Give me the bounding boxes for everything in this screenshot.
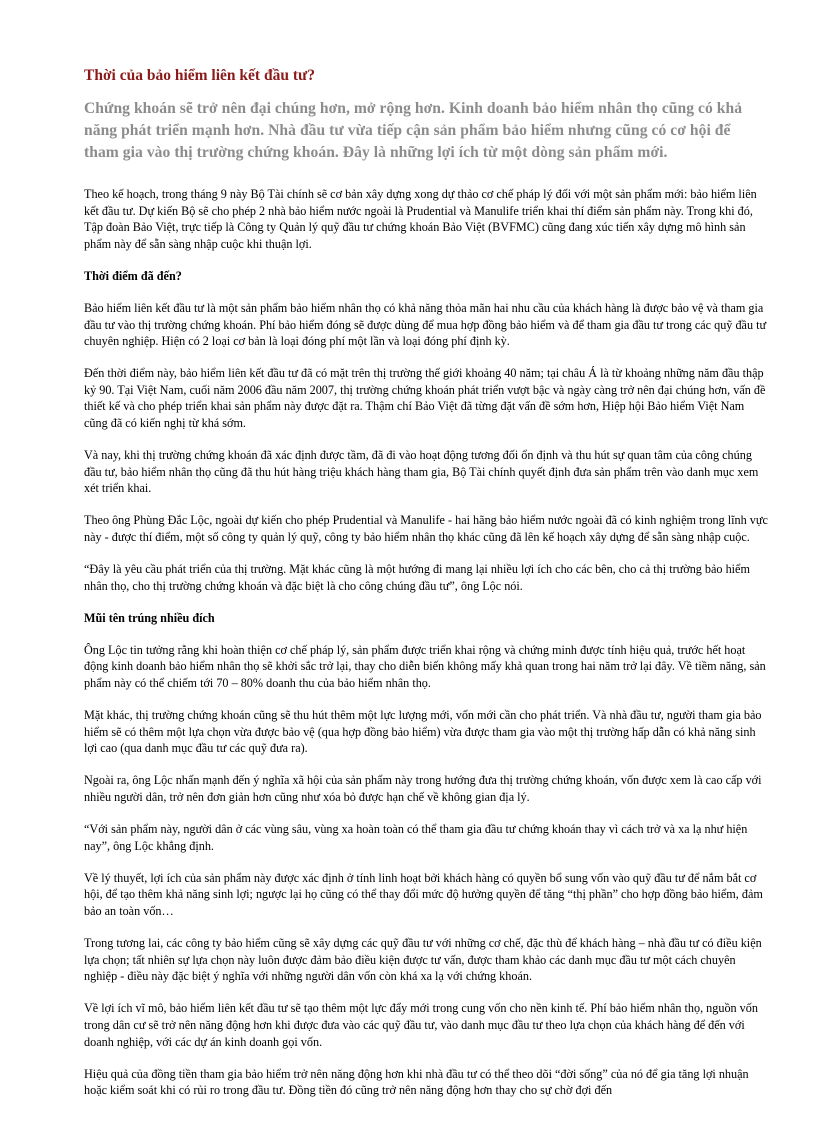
paragraph-4: Và nay, khi thị trường chứng khoán đã xác định được tầm, đã đi vào hoạt động tương đối ổn định và thu hút sự quan tâm của công chúng đầu tư, bảo hiểm nhân thọ cũng đã thu hút hàng triệu khách hàng tham gia, Bộ Tài chính quyết định đưa sản phẩm trên vào danh mục xem xét triển khai. — [84, 448, 759, 496]
paragraph-14: Hiệu quả của đồng tiền tham gia bảo hiểm trở nên năng động hơn khi nhà đầu tư có thể theo dõi “đời sống” của nó để gia tăng lợi nhuận hoặc kiểm soát khi có rủi ro trong đầu tư. Đồng tiền đó cũng trở nên năng động hơn thay cho sự chờ đợi đến — [84, 1066, 749, 1098]
paragraph-6: “Đây là yêu cầu phát triển của thị trường. Mặt khác cũng là một hướng đi mang lại nhiều lợi ích cho các bên, cho cả thị trường bảo hiểm nhân thọ, cho thị trường chứng khoán và đặc biệt là cho công chúng đầu tư”, ông Lộc nói. — [84, 562, 750, 593]
section-heading-1: Thời điểm đã đến? — [84, 268, 182, 283]
paragraph-9: Ngoài ra, ông Lộc nhấn mạnh đến ý nghĩa xã hội của sản phẩm này trong hướng đưa thị trường chứng khoán, vốn được xem là cao cấp với nhiều người dân, trở nên đơn giản hơn cũng như xóa bỏ được hạn chế về không gian địa lý. — [84, 773, 762, 805]
paragraph-11: Về lý thuyết, lợi ích của sản phẩm này được xác định ở tính linh hoạt bởi khách hàng có quyền bổ sung vốn vào quỹ đầu tư để nắm bắt cơ hội, để tạo thêm khả năng sinh lợi; ngược lại họ cũng có thể thay đổi mức độ hưởng quyền để tăng “thị phần” cho hợp đồng bảo hiểm, đảm bảo an toàn vốn… — [84, 870, 763, 918]
paragraph-12: Trong tương lai, các công ty bảo hiểm cũng sẽ xây dựng các quỹ đầu tư với những cơ chế, đặc thù để khách hàng – nhà đầu tư có điều kiện lựa chọn; tất nhiên sự lựa chọn này luôn được đảm bảo điều kiện được tư vấn, được tham khảo các danh mục đầu tư một cách chuyên nghiệp - điều này đặc biệt ý nghĩa với những người dân vốn còn khá xa lạ với chứng khoán. — [84, 936, 762, 984]
paragraph-1: Theo kế hoạch, trong tháng 9 này Bộ Tài chính sẽ cơ bản xây dựng xong dự thảo cơ chế pháp lý đối với một sản phẩm mới: bảo hiểm liên kết đầu tư. Dự kiến Bộ sẽ cho phép 2 nhà bảo hiểm nước ngoài là Prudential và Manulife triển khai thí điểm sản phẩm này. Trong khi đó, Tập đoàn Bảo Việt, trực tiếp là Công ty Quản lý quỹ đầu tư chứng khoán Bảo Việt (BVFMC) cũng đang xúc tiến xây dựng mô hình sản phẩm này để sẵn sàng nhập cuộc khi thuận lợi. — [84, 187, 757, 251]
paragraph-2: Bảo hiểm liên kết đầu tư là một sản phẩm bảo hiểm nhân thọ có khả năng thỏa mãn hai nhu cầu của khách hàng là được bảo vệ và tham gia đầu tư vào thị trường chứng khoán. Phí bảo hiểm đóng sẽ được dùng để mua hợp đồng bảo hiểm và để tham gia đầu tư trong các quỹ đầu tư chuyên nghiệp. Hiện có 2 loại cơ bản là loại đóng phí một lần và loại đóng phí định kỳ. — [84, 300, 767, 349]
paragraph-8: Mặt khác, thị trường chứng khoán cũng sẽ thu hút thêm một lực lượng mới, vốn mới cần cho phát triển. Và nhà đầu tư, người tham gia bảo hiểm sẽ có thêm một lựa chọn vừa được bảo vệ (qua hợp đồng bảo hiểm) vừa được tham gia vào một thị trường hấp dẫn có khả năng sinh lợi cao (qua danh mục đầu tư các quỹ đưa ra). — [84, 708, 762, 756]
paragraph-5: Theo ông Phùng Đắc Lộc, ngoài dự kiến cho phép Prudential và Manulife - hai hãng bảo hiểm nước ngoài đã có kinh nghiệm trong lĩnh vực này - được thí điểm, một số công ty quản lý quỹ, công ty bảo hiểm nhân thọ khác cũng đã lên kế hoạch xây dựng để sẵn sàng nhập cuộc. — [84, 513, 768, 544]
paragraph-3: Đến thời điểm này, bảo hiểm liên kết đầu tư đã có mặt trên thị trường thế giới khoảng 40 năm; tại châu Á là từ khoảng những năm đầu thập kỷ 90. Tại Việt Nam, cuối năm 2006 đầu năm 2007, thị trường chứng khoán phát triển vượt bậc và ngày càng trở nên đại chúng hơn, vấn đề thiết kế và cho phép triển khai sản phẩm này được đặt ra. Thậm chí Bảo Việt đã từng đặt vấn đề sớm hơn, Hiệp hội Bảo hiểm Việt Nam cũng đã có kiến nghị từ khá sớm. — [84, 366, 766, 431]
paragraph-13: Về lợi ích vĩ mô, bảo hiểm liên kết đầu tư sẽ tạo thêm một lực đẩy mới trong cung vốn cho nền kinh tế. Phí bảo hiểm nhân thọ, nguồn vốn trong dân cư sẽ trở nên năng động hơn khi được đưa vào các quỹ đầu tư, vào danh mục đầu tư theo lựa chọn của khách hàng để đến với doanh nghiệp, với các dự án kinh doanh gọi vốn. — [84, 1001, 758, 1049]
section-heading-2: Mũi tên trúng nhiều đích — [84, 610, 215, 625]
article-title: Thời của bảo hiểm liên kết đầu tư? — [84, 67, 316, 84]
article-lead: Chứng khoán sẽ trở nên đại chúng hơn, mở rộng hơn. Kinh doanh bảo hiểm nhân thọ cũng có khả năng phát triển mạnh hơn. Nhà đầu tư vừa tiếp cận sản phẩm bảo hiểm nhưng cũng có cơ hội để tham gia vào thị trường chứng khoán. Đây là những lợi ích từ một dòng sản phẩm mới. — [84, 100, 743, 161]
paragraph-10: “Với sản phẩm này, người dân ở các vùng sâu, vùng xa hoàn toàn có thể tham gia đầu tư chứng khoán thay vì cách trở và xa lạ như hiện nay”, ông Lộc khẳng định. — [84, 822, 748, 853]
paragraph-7: Ông Lộc tin tưởng rằng khi hoàn thiện cơ chế pháp lý, sản phẩm được triển khai rộng và chứng minh được tính hiệu quả, trước hết hoạt động kinh doanh bảo hiểm nhân thọ sẽ khởi sắc trở lại, thay cho diễn biến không mấy khả quan trong hai năm trở lại đây. Về tiềm năng, sản phẩm này có thể chiếm tới 70 – 80% doanh thu của bảo hiểm nhân thọ. — [84, 642, 766, 691]
